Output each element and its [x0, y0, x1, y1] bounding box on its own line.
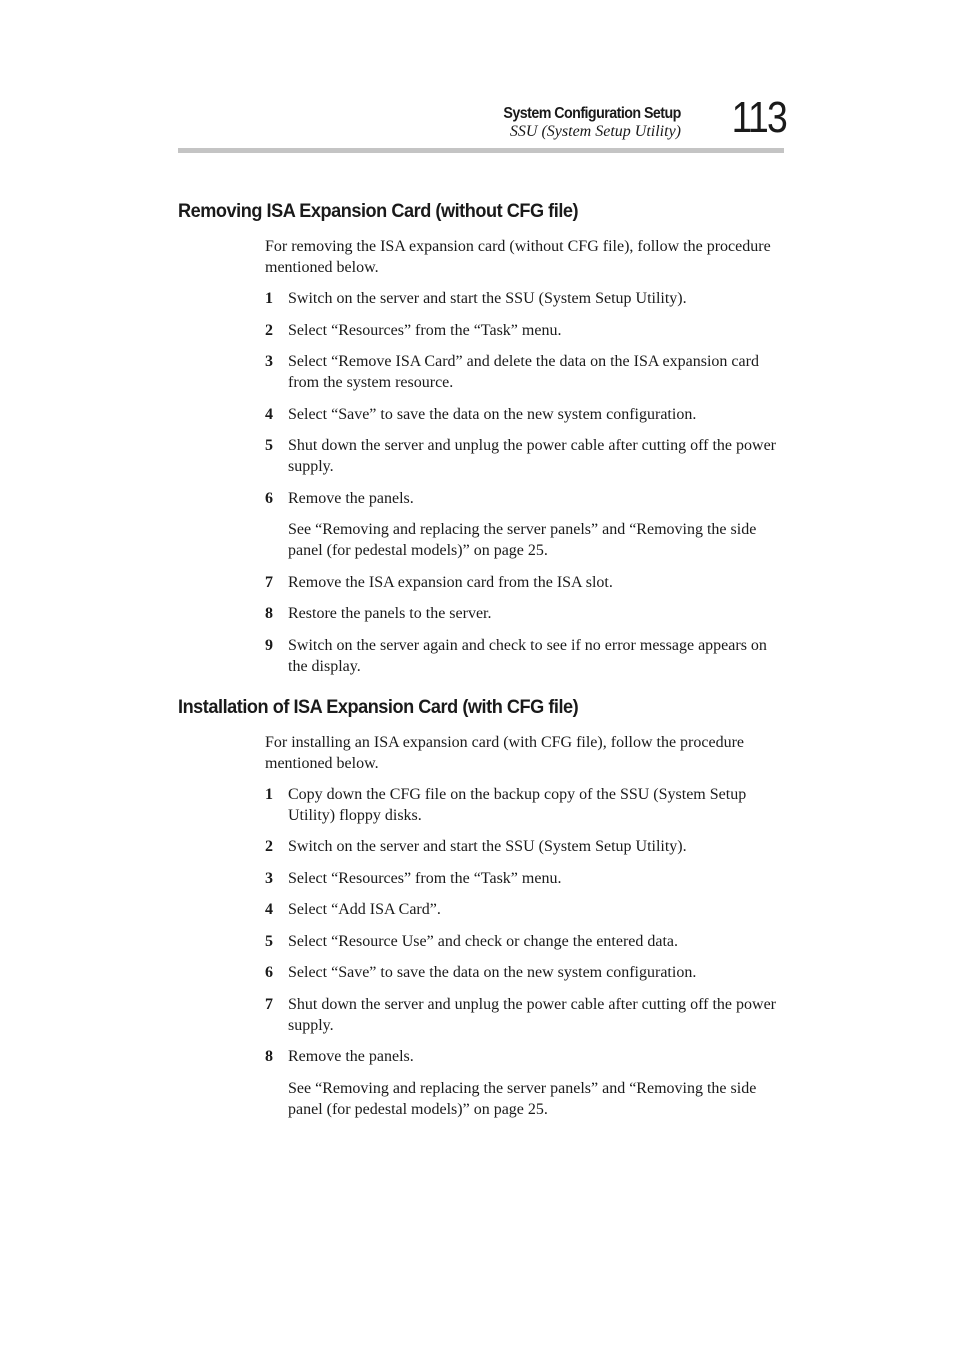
- page-body: [178, 199, 784, 1138]
- step-item: [265, 351, 784, 393]
- procedure-steps: [265, 784, 784, 1120]
- step-item: [265, 603, 784, 624]
- step-number: 1: [265, 785, 273, 803]
- step-number: 9: [265, 636, 273, 654]
- section-subtitle: SSU (System Setup Utility): [509, 123, 681, 140]
- step-number: 7: [265, 573, 273, 591]
- step-text: Restore the panels to the server.: [288, 605, 492, 622]
- step-text: Switch on the server and start the SSU (System Setup Utility).: [288, 290, 687, 307]
- step-item: [265, 962, 784, 983]
- section-installing-isa-card: [178, 695, 784, 1120]
- section-intro: For removing the ISA expansion card (without CFG file), follow the procedure mentioned below.: [265, 238, 771, 276]
- step-item: [265, 572, 784, 593]
- step-number: 1: [265, 290, 273, 307]
- step-item: [265, 488, 784, 562]
- section-intro: For installing an ISA expansion card (with CFG file), follow the procedure mentioned below.: [265, 733, 745, 772]
- step-text: Switch on the server again and check to see if no error message appears on the display.: [288, 636, 767, 675]
- step-text: Shut down the server and unplug the power cable after cutting off the power supply.: [288, 995, 776, 1034]
- running-header: [488, 105, 681, 141]
- step-note: See “Removing and replacing the server panels” and “Removing the side panel (for pedestal models)” on page 25.: [288, 521, 757, 559]
- step-text: Select “Resource Use” and check or change the entered data.: [288, 932, 679, 950]
- step-item: [265, 836, 784, 857]
- step-item: [265, 288, 784, 309]
- step-text: Select “Resources” from the “Task” menu.: [288, 869, 562, 887]
- step-item: [265, 994, 784, 1036]
- step-number: 6: [265, 964, 273, 981]
- page-header: [178, 93, 786, 154]
- step-item: [265, 320, 784, 341]
- procedure-steps: [265, 288, 784, 677]
- step-number: 8: [265, 605, 273, 622]
- chapter-title: System Configuration Setup: [503, 105, 681, 122]
- step-item: [265, 404, 784, 425]
- step-text: Select “Save” to save the data on the new system configuration.: [288, 405, 697, 423]
- section-heading: Installation of ISA Expansion Card (with CFG file): [178, 695, 579, 718]
- section-heading: Removing ISA Expansion Card (without CFG file): [178, 200, 579, 222]
- step-text: Remove the panels.: [288, 1048, 414, 1065]
- step-number: 3: [265, 869, 273, 887]
- step-item: [265, 899, 784, 920]
- step-item: [265, 931, 784, 952]
- step-item: [265, 435, 784, 477]
- step-text: Remove the ISA expansion card from the ISA slot.: [288, 573, 613, 591]
- section-removing-isa-card: [178, 199, 784, 677]
- step-number: 6: [265, 489, 273, 507]
- step-number: 2: [265, 321, 273, 339]
- step-number: 3: [265, 353, 273, 370]
- step-number: 5: [265, 437, 273, 454]
- header-rule: [178, 148, 784, 153]
- page-number: 113: [731, 93, 786, 142]
- step-text: Remove the panels.: [288, 489, 414, 507]
- step-text: Select “Add ISA Card”.: [288, 901, 441, 918]
- step-number: 2: [265, 838, 273, 855]
- step-text: Copy down the CFG file on the backup copy of the SSU (System Setup Utility) floppy disks.: [288, 785, 747, 824]
- step-text: Select “Save” to save the data on the new system configuration.: [288, 964, 697, 981]
- step-number: 4: [265, 405, 273, 423]
- step-note: See “Removing and replacing the server panels” and “Removing the side panel (for pedestal models)” on page 25.: [288, 1079, 757, 1118]
- step-number: 5: [265, 932, 273, 950]
- step-text: Switch on the server and start the SSU (System Setup Utility).: [288, 838, 687, 855]
- step-item: [265, 635, 784, 677]
- step-item: [265, 1046, 784, 1120]
- step-text: Shut down the server and unplug the power cable after cutting off the power supply.: [288, 437, 776, 475]
- step-text: Select “Resources” from the “Task” menu.: [288, 321, 562, 339]
- step-number: 7: [265, 995, 273, 1013]
- step-item: [265, 868, 784, 889]
- step-number: 4: [265, 901, 273, 918]
- step-item: [265, 784, 784, 826]
- step-number: 8: [265, 1048, 273, 1065]
- step-text: Select “Remove ISA Card” and delete the data on the ISA expansion card from the system resource.: [288, 353, 759, 391]
